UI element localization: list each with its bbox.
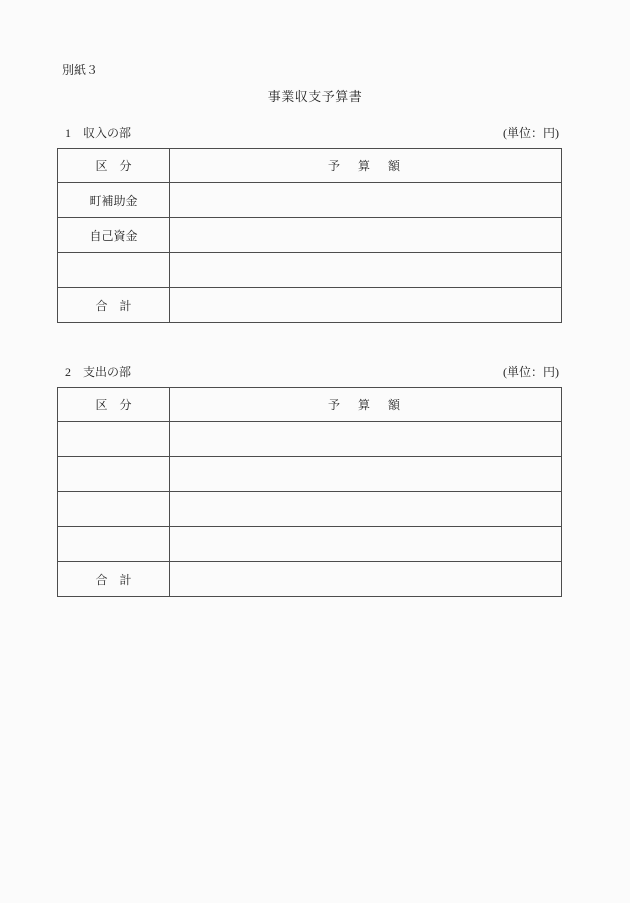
- section-income-header: [57, 126, 559, 141]
- page-title: 事業収支予算書: [267, 89, 363, 104]
- row-label-cell: [58, 457, 170, 492]
- row-label-cell: 自己資金: [58, 218, 170, 253]
- row-label-cell: [58, 253, 170, 288]
- total-label-cell: 合 計: [58, 562, 170, 597]
- category-header-cell: 区 分: [58, 388, 170, 422]
- table-row: [58, 492, 562, 527]
- row-label-cell: [58, 527, 170, 562]
- table-total-row: [58, 288, 562, 323]
- budget-header-cell: 予 算 額: [170, 388, 562, 422]
- row-label-cell: [58, 422, 170, 457]
- table-row: [58, 183, 562, 218]
- budget-value-cell: [170, 183, 562, 218]
- unit-label: (単位：円): [503, 126, 559, 140]
- row-label-cell: 町補助金: [58, 183, 170, 218]
- total-value-cell: [170, 562, 562, 597]
- budget-value-cell: [170, 527, 562, 562]
- table-header-row: [58, 149, 562, 183]
- table-row: [58, 422, 562, 457]
- table-row: [58, 457, 562, 492]
- table-header-row: [58, 388, 562, 422]
- table-row: [58, 527, 562, 562]
- attachment-label: 別紙３: [62, 63, 99, 77]
- row-label-cell: [58, 492, 170, 527]
- table-row: [58, 218, 562, 253]
- total-label-cell: 合 計: [58, 288, 170, 323]
- budget-value-cell: [170, 422, 562, 457]
- expense-table: [57, 387, 562, 597]
- section-income-heading: 1 収入の部: [65, 126, 132, 140]
- budget-value-cell: [170, 218, 562, 253]
- section-expense-heading: 2 支出の部: [65, 365, 132, 379]
- budget-value-cell: [170, 457, 562, 492]
- table-row: [58, 253, 562, 288]
- category-header-cell: 区 分: [58, 149, 170, 183]
- total-value-cell: [170, 288, 562, 323]
- section-expense-header: [57, 365, 559, 380]
- income-table: [57, 148, 562, 323]
- unit-label: (単位：円): [503, 365, 559, 379]
- budget-header-cell: 予 算 額: [170, 149, 562, 183]
- budget-value-cell: [170, 492, 562, 527]
- budget-value-cell: [170, 253, 562, 288]
- table-total-row: [58, 562, 562, 597]
